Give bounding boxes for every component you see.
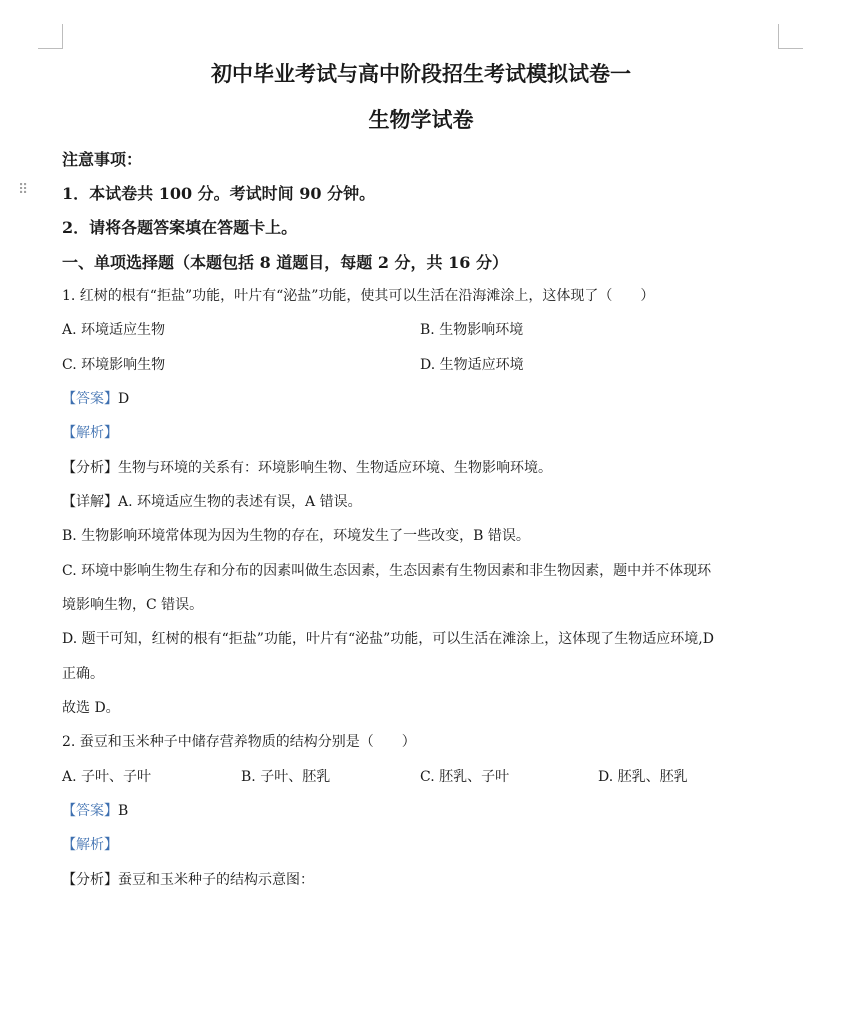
exam-subtitle: 生物学试卷 <box>368 107 474 132</box>
q1-analysis-tag: 【解析】 <box>62 425 118 441</box>
q2-fenxi <box>62 869 314 889</box>
q1-option-d: D. 生物适应环境 <box>420 357 524 373</box>
q1-explain-d-2: 正确。 <box>62 666 104 682</box>
q1-fenxi <box>62 457 552 477</box>
q1-answer <box>62 388 129 408</box>
exam-title: 初中毕业考试与高中阶段招生考试模拟试卷一 <box>211 61 631 86</box>
answer-value: B <box>118 803 129 819</box>
fenxi-text: 蚕豆和玉米种子的结构示意图： <box>118 872 314 888</box>
q1-xiangjie <box>62 491 362 511</box>
q1-option-b: B. 生物影响环境 <box>420 322 524 338</box>
fenxi-text: 生物与环境的关系有：环境影响生物、生物适应环境、生物影响环境。 <box>118 460 552 476</box>
q1-explain-d-1: D. 题干可知，红树的根有“拒盐”功能，叶片有“泌盐”功能，可以生活在滩涂上，这体现了生物适应环境,D <box>62 631 714 647</box>
q2-option-d: D. 胚乳、胚乳 <box>598 769 688 785</box>
q1-explain-c-1: C. 环境中影响生物生存和分布的因素叫做生态因素，生态因素有生物因素和非生物因素，题中并不体现环 <box>62 563 712 579</box>
xiangjie-text: A. 环境适应生物的表述有误，A 错误。 <box>118 494 362 510</box>
q2-option-b: B. 子叶、胚乳 <box>241 769 331 785</box>
answer-value: D <box>118 391 130 407</box>
xiangjie-tag: 【详解】 <box>62 494 118 510</box>
answer-tag: 【答案】 <box>62 803 118 819</box>
question-1-stem: 1. 红树的根有“拒盐”功能，叶片有“泌盐”功能，使其可以生活在沿海滩涂上，这体现了（ ） <box>62 288 655 304</box>
q2-option-a: A. 子叶、子叶 <box>62 769 152 785</box>
crop-mark-top-right <box>778 24 803 49</box>
q2-option-c: C. 胚乳、子叶 <box>420 769 510 785</box>
q1-explain-c-2: 境影响生物，C 错误。 <box>62 597 204 613</box>
q2-answer <box>62 800 128 820</box>
q1-choose: 故选 D。 <box>62 700 120 716</box>
section-heading: 一、单项选择题（本题包括 8 道题目，每题 2 分，共 16 分） <box>62 253 508 272</box>
q1-option-c: C. 环境影响生物 <box>62 357 166 373</box>
crop-mark-top-left <box>38 24 63 49</box>
fenxi-tag: 【分析】 <box>62 460 118 476</box>
notice-heading: 注意事项： <box>62 150 143 169</box>
fenxi-tag: 【分析】 <box>62 872 118 888</box>
q2-analysis-tag: 【解析】 <box>62 837 118 853</box>
q1-option-a: A. 环境适应生物 <box>62 322 166 338</box>
answer-tag: 【答案】 <box>62 391 118 407</box>
notice-item-2: 2．请将各题答案填在答题卡上。 <box>62 218 298 237</box>
notice-item-1: 1．本试卷共 100 分。考试时间 90 分钟。 <box>62 184 376 203</box>
question-2-stem: 2. 蚕豆和玉米种子中储存营养物质的结构分别是（ ） <box>62 734 416 750</box>
drag-handle-icon[interactable]: ⠿ <box>18 182 29 198</box>
q1-explain-b: B. 生物影响环境常体现为因为生物的存在，环境发生了一些改变，B 错误。 <box>62 528 530 544</box>
